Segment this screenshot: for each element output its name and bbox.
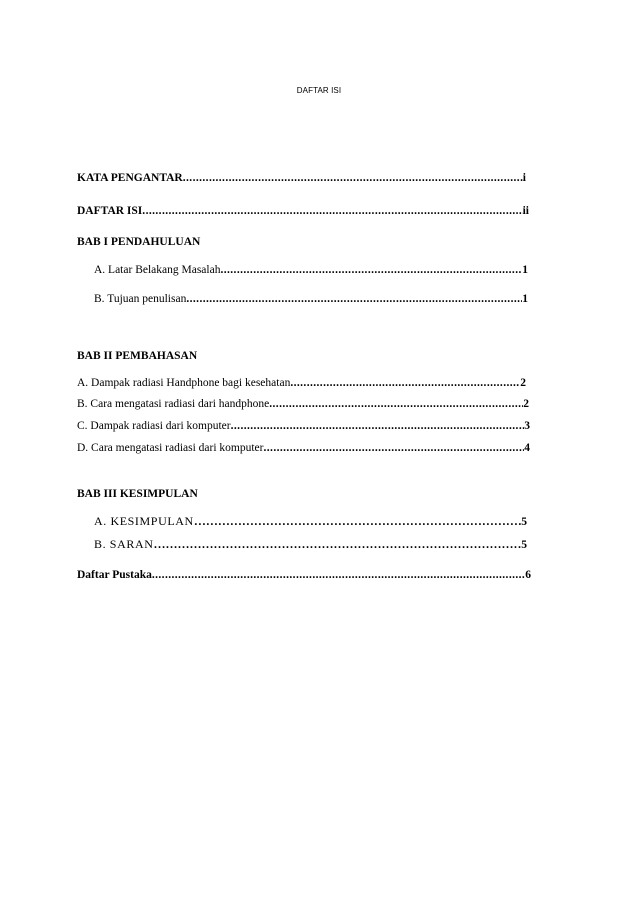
toc-entry-latar-belakang xyxy=(94,263,528,277)
chapter-heading-bab-3: BAB III KESIMPULAN xyxy=(77,488,198,500)
toc-entry-daftar-pustaka xyxy=(77,568,531,582)
toc-entry-label: Daftar Pustaka xyxy=(77,569,152,581)
toc-entry-label: A. Latar Belakang Masalah xyxy=(94,264,221,276)
toc-leader-dots xyxy=(269,397,523,411)
toc-leader-dots xyxy=(152,568,525,582)
toc-page-number: ii xyxy=(522,205,529,217)
toc-leader-dots xyxy=(220,263,522,277)
toc-entry-label: C. Dampak radiasi dari komputer xyxy=(77,420,231,432)
toc-page-number: i xyxy=(522,172,526,184)
toc-page-number: 2 xyxy=(520,377,526,389)
toc-page-number: 1 xyxy=(522,264,528,276)
toc-leader-dots xyxy=(264,441,525,455)
toc-page-number: 3 xyxy=(524,420,530,432)
toc-leader-dots xyxy=(142,204,522,218)
toc-entry-label: D. Cara mengatasi radiasi dari komputer xyxy=(77,442,264,454)
toc-entry-kesimpulan xyxy=(94,514,527,529)
toc-entry-saran xyxy=(94,537,527,552)
toc-leader-dots xyxy=(183,171,523,185)
toc-entry-label: B. Cara mengatasi radiasi dari handphone xyxy=(77,398,270,410)
toc-entry-label: B. SARAN xyxy=(94,537,154,551)
toc-entry-mengatasi-handphone xyxy=(77,397,529,411)
toc-entry-dampak-komputer xyxy=(77,419,530,433)
toc-entry-kata-pengantar xyxy=(77,171,526,185)
chapter-heading-bab-2: BAB II PEMBAHASAN xyxy=(77,350,198,362)
chapter-heading-bab-1: BAB I PENDAHULUAN xyxy=(77,236,201,248)
toc-leader-dots xyxy=(290,376,520,390)
toc-entry-label: DAFTAR ISI xyxy=(77,205,143,217)
toc-leader-dots xyxy=(231,419,525,433)
toc-leader-dots xyxy=(194,514,521,528)
toc-entry-daftar-isi xyxy=(77,204,529,218)
toc-leader-dots xyxy=(186,292,522,306)
page-title: DAFTAR ISI xyxy=(296,86,342,95)
toc-entry-dampak-handphone xyxy=(77,376,526,390)
toc-entry-label: B. Tujuan penulisan xyxy=(94,293,187,305)
toc-entry-label: A. KESIMPULAN xyxy=(94,514,194,528)
toc-page-number: 5 xyxy=(521,539,527,551)
toc-page-number: 5 xyxy=(521,516,527,528)
toc-page-number: 1 xyxy=(522,293,528,305)
toc-page-number: 4 xyxy=(524,442,530,454)
toc-entry-label: KATA PENGANTAR xyxy=(77,172,183,184)
toc-leader-dots xyxy=(153,537,521,551)
toc-page-number: 2 xyxy=(523,398,529,410)
toc-entry-label: A. Dampak radiasi Handphone bagi kesehatan xyxy=(77,377,291,389)
toc-page-number: 6 xyxy=(525,569,531,581)
toc-entry-tujuan-penulisan xyxy=(94,292,528,306)
toc-entry-mengatasi-komputer xyxy=(77,441,530,455)
